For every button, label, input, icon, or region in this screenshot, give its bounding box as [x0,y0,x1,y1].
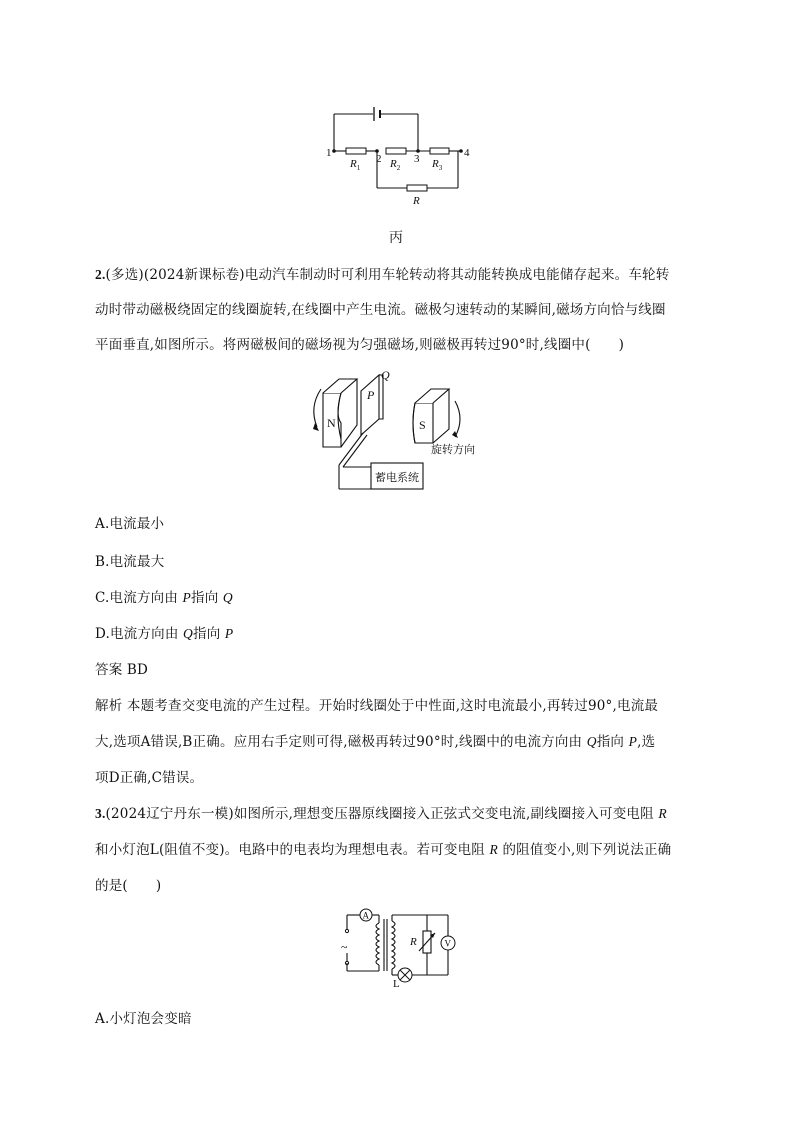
figure-caption-bing: 丙 [389,230,403,246]
q2-answer: 答案 BD [95,662,149,678]
node-1-label: 1 [326,147,332,159]
q3-stem-2a: 和小灯泡L(阻值不变)。电路中的电表均为理想电表。若可变电阻 [95,842,485,858]
magnet-s-label: S [419,418,426,432]
q2-option-c-mid: 指向 [191,590,219,606]
q2-option-d-mid: 指向 [193,626,221,642]
q2-option-a: A.电流最小 [95,516,165,532]
q3-number: 3. [95,806,106,821]
q2-analysis-line-1: 解析 本题考查交变电流的产生过程。开始时线圈处于中性面,这时电流最小,再转过90°,电流最 [95,698,659,714]
q2-line-3 [95,333,624,353]
ac-source-symbol: ~ [341,940,348,954]
node-4-dot [459,149,463,153]
source-terminal-top [345,929,348,932]
q3-stem-1b: R [658,806,667,821]
resistor-r1 [346,148,366,154]
q3-line-2 [95,838,671,858]
label-r1: $R_1$ [350,158,361,172]
resistor-r-label: R [410,936,417,948]
node-4-label: 4 [464,147,470,159]
q2-stem-line-3: 平面垂直,如图所示。将两磁极间的磁场视为匀强磁场,则磁极再转过90°时,线圈中( [95,337,591,353]
q2-option-c [95,586,233,606]
q2-option-d-prefix: D.电流方向由 [95,626,179,642]
rotation-direction-label: 旋转方向 [431,443,475,456]
label-r: R [413,195,420,207]
q2-option-c-prefix: C.电流方向由 [95,590,179,606]
q3-stem-3: 的是( [95,878,128,894]
q3-paren-close: ) [155,878,162,894]
lamp-l-label: L [393,978,400,990]
resistor-r2 [386,148,406,154]
q2-option-c-to: Q [222,590,233,605]
q2-stem-line-2: 动时带动磁极绕固定的线圈旋转,在线圈中产生电流。磁极匀速转动的某瞬间,磁场方向恰与线圈 [95,302,666,318]
q2-analysis-line-2 [95,730,655,750]
q2-option-d-to: P [224,626,234,641]
q2-option-d-from: Q [183,626,193,641]
q2-option-b: B.电流最大 [95,554,165,570]
q3-line-3 [95,874,161,894]
node-1-dot [332,149,336,153]
q2-number: 2. [95,267,106,282]
rotation-arrow-right [455,401,460,437]
node-3-label: 3 [414,153,420,165]
circuit-figure-bing [320,100,480,210]
q2-paren-close: ) [618,337,625,353]
q2-analysis-2c: 指向 [596,734,625,750]
storage-system-label: 蓄电系统 [375,471,419,484]
q3-option-a: A.小灯泡会变暗 [95,1011,192,1027]
s-magnet-top [415,389,449,403]
q2-line-1 [95,263,669,283]
n-magnet-top [323,379,357,393]
q2-analysis-2a: 大,选项A错误,B正确。应用右手定则可得,磁极再转过90°时,线圈中的电流方向由 [95,734,583,750]
node-2-label: 2 [376,153,382,165]
label-r3: $R_3$ [432,158,443,172]
coil-plate [361,375,379,435]
voltmeter-label: V [444,938,451,949]
secondary-coil [392,921,395,969]
generator-figure [305,365,490,500]
q2-analysis-2b: Q [586,734,597,749]
resistor-r [407,185,427,191]
q3-stem-1a: (2024辽宁丹东一模)如图所示,理想变压器原线圈接入正弦式交变电流,副线圈接入可变电阻 [105,806,654,822]
q2-analysis-2d: P [628,734,638,749]
q2-analysis-line-3: 项D正确,C错误。 [95,770,204,786]
coil-p-label: P [367,388,375,402]
ammeter-label: A [362,910,369,921]
transformer-figure [335,905,465,990]
magnet-n-label: N [327,416,336,430]
rotation-arrow-left [314,389,321,427]
coil-q-label: Q [381,368,390,382]
q2-option-c-from: P [182,590,191,605]
q2-option-d [95,622,233,642]
q3-stem-2b: R [489,842,498,857]
q3-stem-2c: 的阻值变小,则下列说法正确 [502,842,672,858]
q3-line-1 [95,802,667,822]
label-r2: $R_2$ [390,158,401,172]
q2-stem-line-1: (多选)(2024新课标卷)电动汽车制动时可利用车轮转动将其动能转换成电能储存起来。车轮转 [105,267,670,283]
q2-analysis-2e: ,选 [637,734,656,750]
primary-coil [376,923,379,965]
resistor-r3 [430,148,449,154]
